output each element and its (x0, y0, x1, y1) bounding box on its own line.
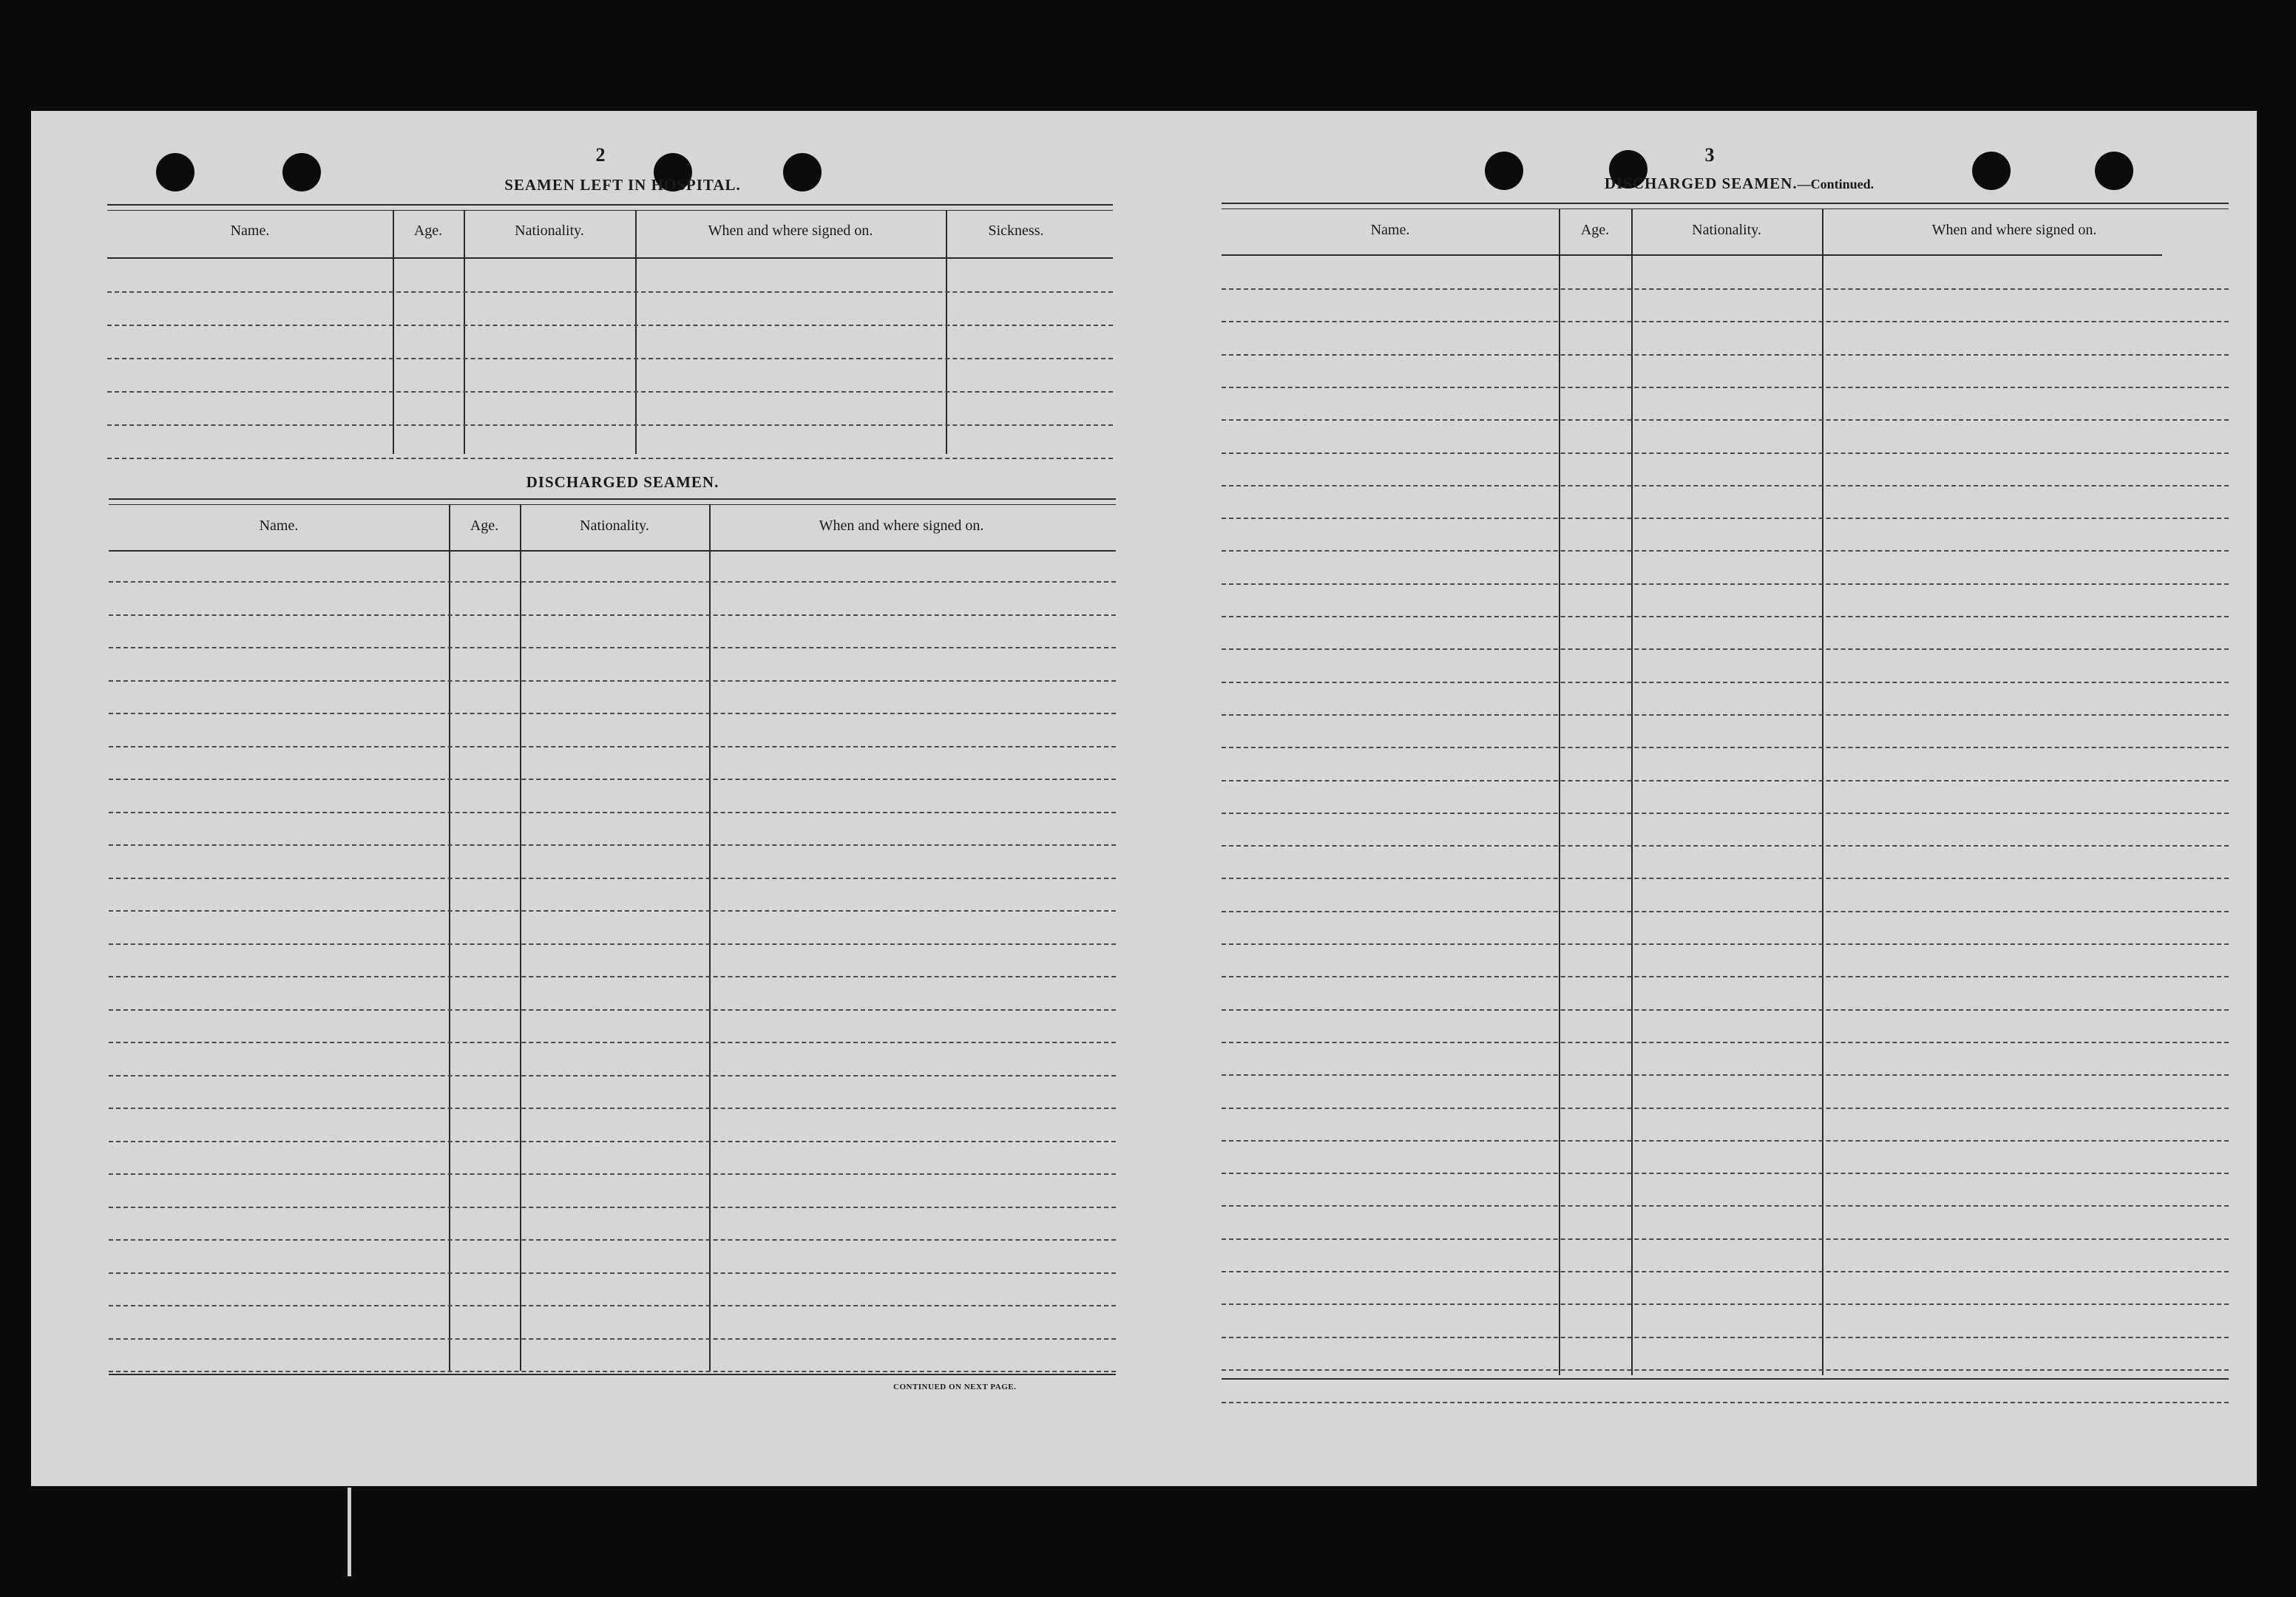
punch-hole (156, 153, 194, 191)
ruled-row-line (1222, 1337, 2229, 1338)
ruled-row-line (1222, 714, 2229, 716)
punch-hole (2095, 152, 2133, 190)
ruled-row-line (1222, 813, 2229, 814)
ruled-row-line (1222, 452, 2229, 454)
ruled-row-line (109, 581, 1116, 583)
ruled-row-line (1222, 1074, 2229, 1076)
ruled-row-line (1222, 616, 2229, 617)
ruled-row-line (109, 844, 1116, 846)
ruled-row-line (107, 458, 1113, 459)
ruled-row-line (1222, 845, 2229, 847)
column-header-nationality: Nationality. (580, 518, 649, 534)
ruled-row-line (1222, 911, 2229, 912)
ruled-row-line (1222, 878, 2229, 879)
ruled-row-line (1222, 518, 2229, 519)
ruled-row-line (109, 976, 1116, 977)
ruled-row-line (1222, 550, 2229, 552)
scan-artifact (348, 1488, 351, 1576)
ruled-row-line (1222, 1369, 2229, 1371)
column-header-signed-on: When and where signed on. (708, 223, 873, 239)
ruled-row-line (109, 1042, 1116, 1043)
column-header-sickness: Sickness. (988, 223, 1044, 239)
ruled-row-line (1222, 1205, 2229, 1207)
ruled-row-line (109, 878, 1116, 879)
ruled-row-line (109, 614, 1116, 616)
ruled-row-line (109, 1173, 1116, 1175)
punch-hole (1972, 152, 2011, 190)
ruled-row-line (1222, 648, 2229, 650)
ruled-row-line (107, 325, 1113, 326)
ruled-row-line (1222, 354, 2229, 356)
ruled-row-line (1222, 1140, 2229, 1142)
column-header-name: Name. (259, 518, 299, 534)
ruled-row-line (109, 1272, 1116, 1274)
ruled-row-line (109, 812, 1116, 813)
ruled-row-line (107, 424, 1113, 426)
ruled-row-line (1222, 419, 2229, 421)
ruled-row-line (1222, 780, 2229, 781)
register-sheet (31, 111, 2257, 1486)
ruled-row-line (1222, 1402, 2229, 1403)
ruled-row-line (1222, 682, 2229, 683)
ruled-row-line (1222, 321, 2229, 322)
column-header-age: Age. (413, 223, 443, 239)
ruled-row-line (109, 1305, 1116, 1306)
continued-footer: CONTINUED ON NEXT PAGE. (893, 1383, 1017, 1391)
left-page-number: 2 (595, 144, 606, 166)
ruled-row-line (1222, 747, 2229, 748)
column-header-signed-on: When and where signed on. (819, 518, 984, 534)
column-header-signed-on: When and where signed on. (1931, 222, 2097, 238)
column-header-nationality: Nationality. (515, 223, 584, 239)
discharged-continued-title (1510, 174, 1968, 193)
hospital-section-title: SEAMEN LEFT IN HOSPITAL. (504, 176, 741, 194)
ruled-row-line (109, 1371, 1116, 1372)
ruled-row-line (107, 291, 1113, 293)
title-suffix: —Continued. (1797, 177, 1875, 191)
column-header-name: Name. (1370, 222, 1410, 238)
ruled-row-line (109, 1141, 1116, 1142)
ruled-row-line (109, 647, 1116, 648)
ruled-row-line (107, 358, 1113, 359)
ruled-row-line (1222, 583, 2229, 585)
ruled-row-line (1222, 1009, 2229, 1011)
ruled-row-line (1222, 1238, 2229, 1240)
ruled-row-line (1222, 1108, 2229, 1109)
ruled-row-line (1222, 1042, 2229, 1043)
discharged-table-right (1222, 203, 2229, 1386)
ruled-row-line (1222, 288, 2229, 290)
ruled-row-line (1222, 1303, 2229, 1305)
column-header-age: Age. (1580, 222, 1610, 238)
ruled-row-line (109, 713, 1116, 714)
ruled-row-line (109, 680, 1116, 682)
discharged-table-left (109, 498, 1116, 1378)
ruled-row-line (1222, 976, 2229, 977)
column-header-name: Name. (230, 223, 270, 239)
ruled-row-line (109, 943, 1116, 945)
ruled-row-line (109, 746, 1116, 747)
ruled-row-line (109, 1009, 1116, 1011)
ruled-row-line (109, 779, 1116, 780)
ruled-row-line (109, 1338, 1116, 1340)
hospital-table (107, 204, 1113, 463)
ruled-row-line (109, 1207, 1116, 1208)
ruled-row-line (109, 910, 1116, 912)
column-header-nationality: Nationality. (1692, 222, 1761, 238)
ruled-row-line (109, 1239, 1116, 1241)
punch-hole (282, 153, 321, 191)
ruled-row-line (1222, 1173, 2229, 1174)
ruled-row-line (1222, 485, 2229, 486)
ruled-row-line (109, 1108, 1116, 1109)
ruled-row-line (1222, 943, 2229, 945)
title-main: DISCHARGED SEAMEN. (1604, 174, 1798, 192)
right-page-number: 3 (1704, 144, 1715, 166)
ruled-row-line (107, 391, 1113, 393)
column-header-age: Age. (470, 518, 499, 534)
ruled-row-line (1222, 387, 2229, 388)
ruled-row-line (109, 1075, 1116, 1076)
ruled-row-line (1222, 1271, 2229, 1272)
discharged-section-title: DISCHARGED SEAMEN. (526, 473, 719, 491)
